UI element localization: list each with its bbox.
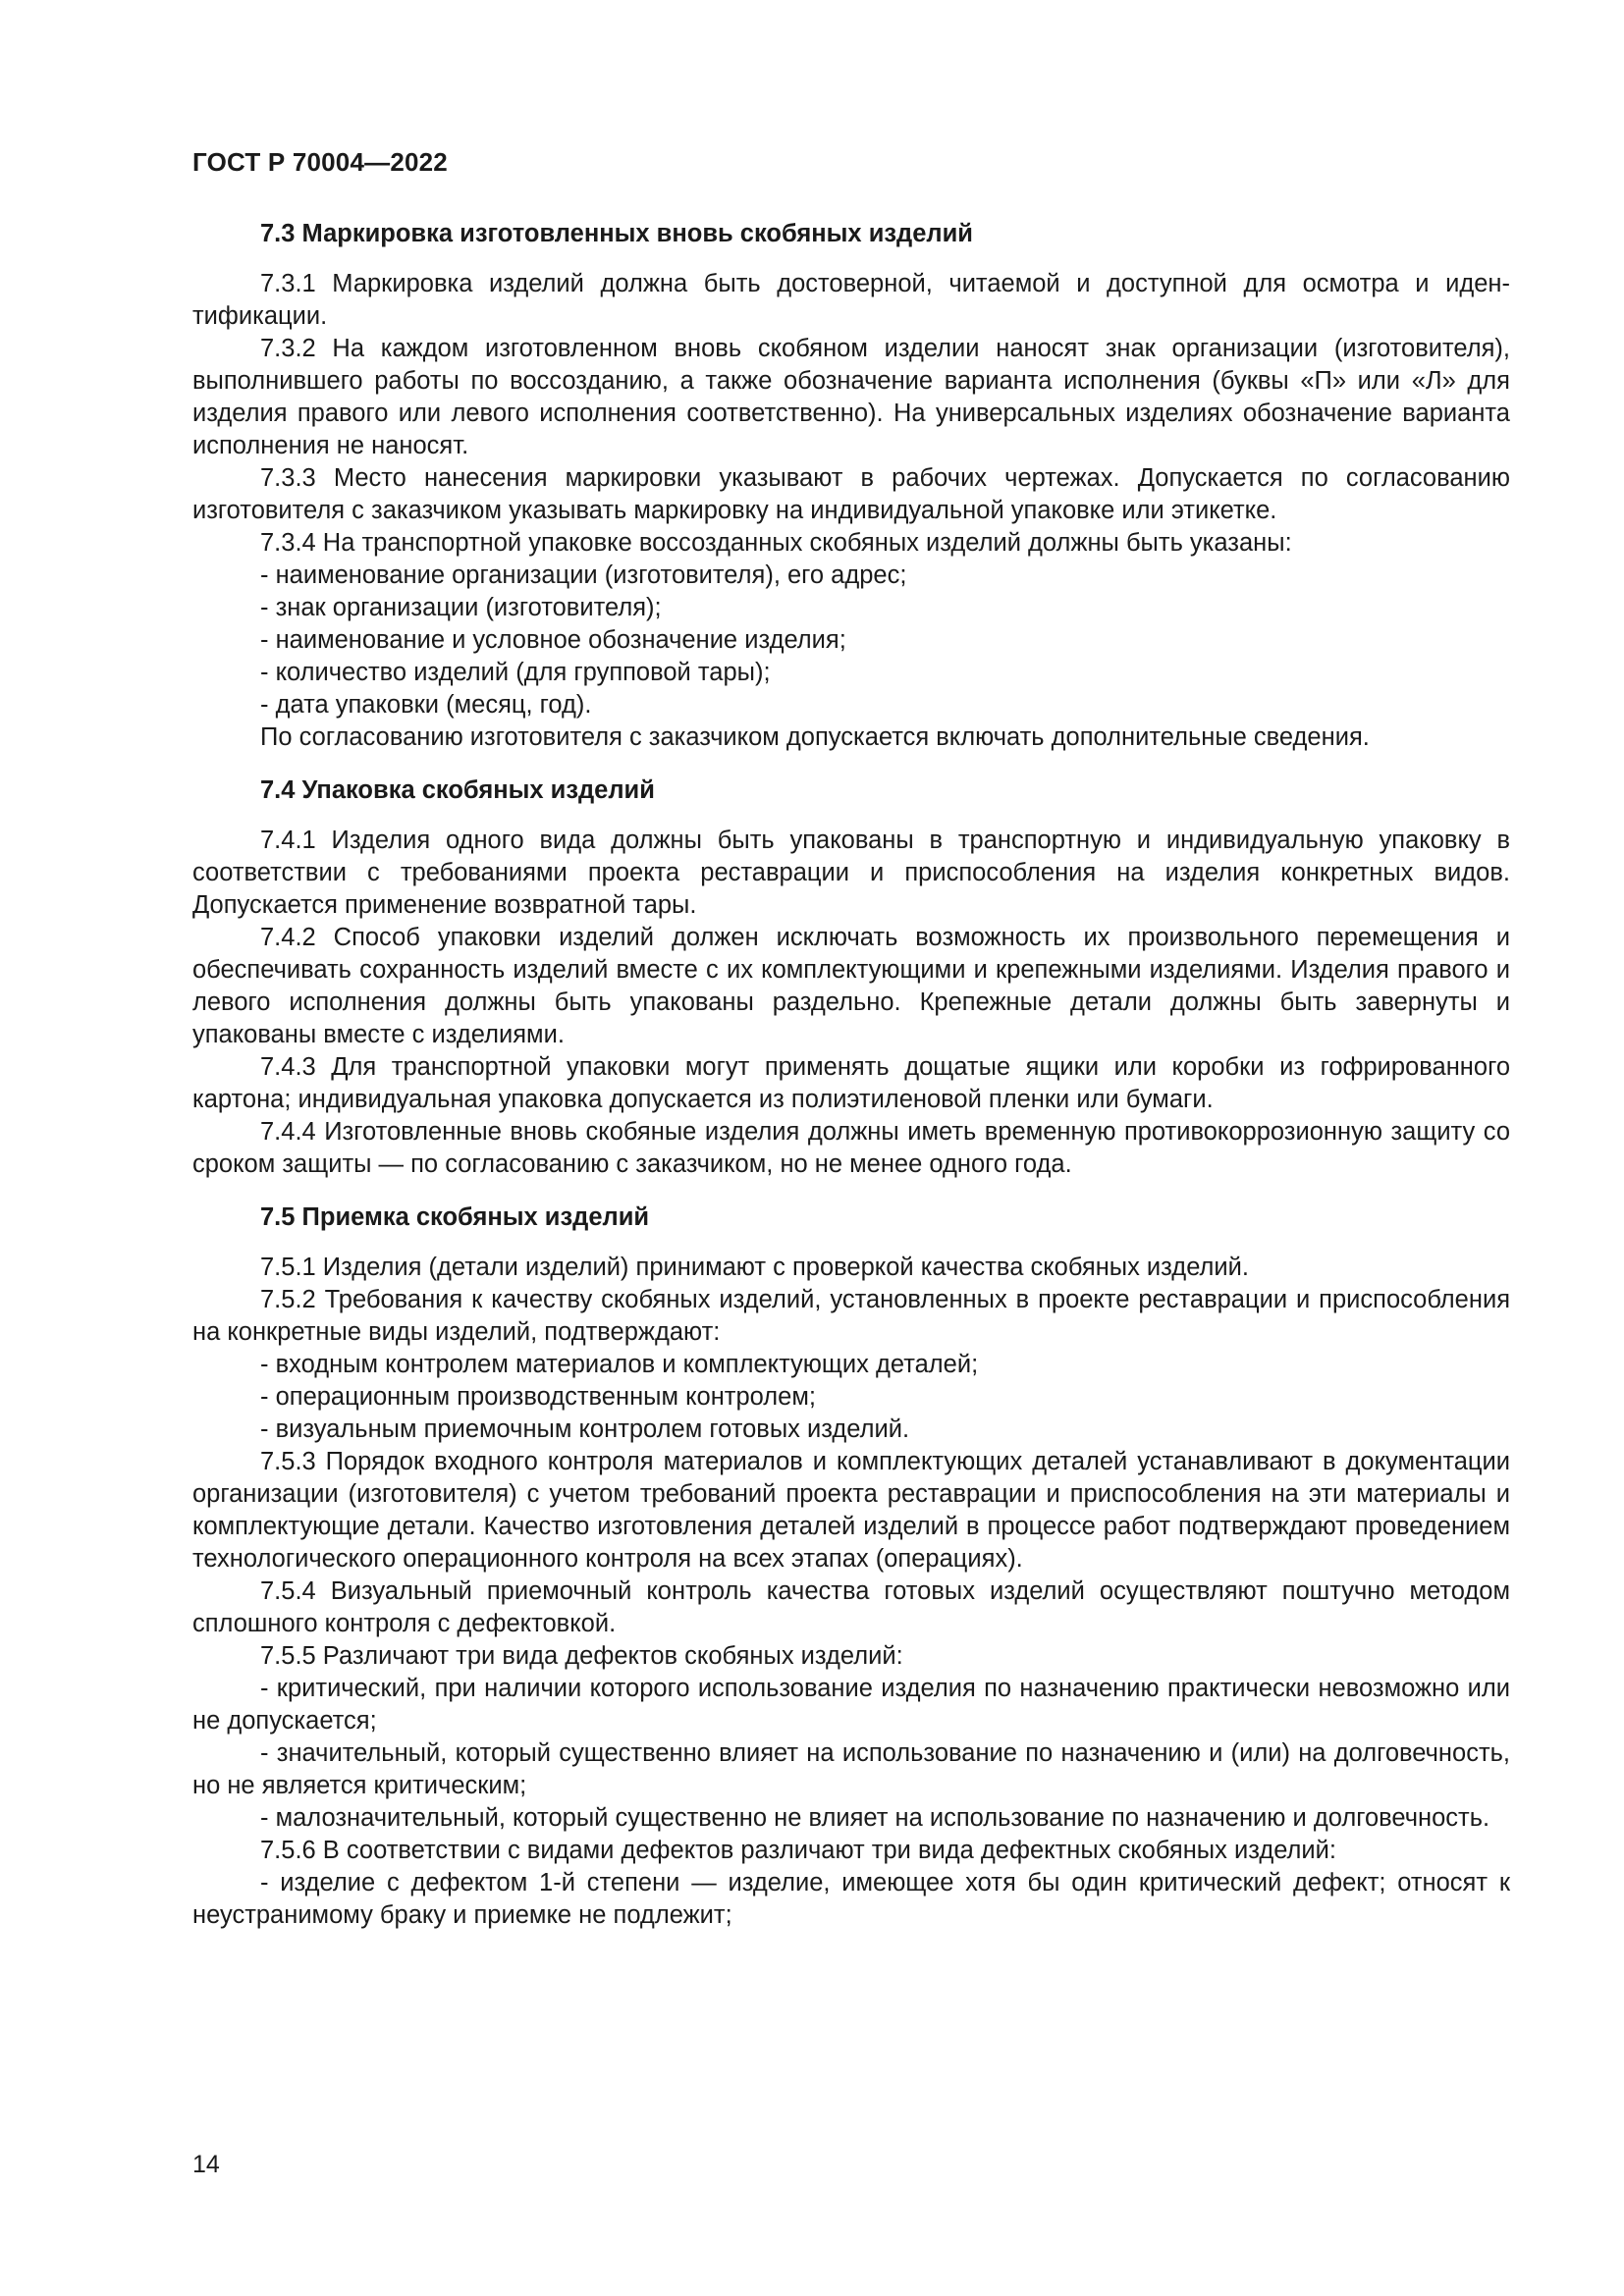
list-item: - операционным производственным контролем; <box>260 1383 816 1411</box>
list-item: - знак организации (изготовителя); <box>260 594 662 621</box>
list-item: - изделие с дефектом 1-й степени — изделие, имеющее хотя бы один критический дефект; относят к неустранимому браку и приемке не подлежит; <box>192 1869 1510 1929</box>
section-7-4 <box>192 774 1510 1181</box>
document-header: ГОСТ Р 70004—2022 <box>192 147 448 177</box>
section-title: 7.5 Приемка скобяных изделий <box>260 1203 650 1231</box>
list-item: - критический, при наличии которого использование изделия по назначению практически невозможно или не допускается; <box>192 1675 1510 1735</box>
list-item: - визуальным приемочным контролем готовых изделий. <box>260 1415 910 1443</box>
section-title: 7.3 Маркировка изготовленных вновь скобяных изделий <box>260 220 973 247</box>
list-item: - дата упаковки (месяц, год). <box>260 691 592 719</box>
paragraph: 7.5.5 Различают три вида дефектов скобяных изделий: <box>260 1642 903 1670</box>
page-number: 14 <box>192 2151 220 2178</box>
paragraph: 7.5.2 Требования к качеству скобяных изделий, установленных в проекте реставрации и приспособления на конкретные виды изделий, подтверждают: <box>192 1286 1510 1346</box>
paragraph: 7.3.1 Маркировка изделий должна быть достоверной, читаемой и доступной для осмотра и идентификации. <box>192 270 1510 330</box>
document-body <box>192 218 1510 1932</box>
paragraph: 7.5.3 Порядок входного контроля материалов и комплектующих деталей устанавливают в документации организации (изготовителя) с учетом требований проекта реставрации и приспособления на эти материалы и комплектующие детали. Качество изготовления деталей изделий в процессе работ подтверждают проведением технологического операционного контроля на всех этапах (операциях). <box>192 1448 1510 1573</box>
list-item: - наименование и условное обозначение изделия; <box>260 626 846 654</box>
list-item: - входным контролем материалов и комплектующих деталей; <box>260 1351 979 1378</box>
list-item: - количество изделий (для групповой тары); <box>260 659 771 686</box>
paragraph: 7.5.1 Изделия (детали изделий) принимают с проверкой качества скобяных изделий. <box>260 1254 1249 1281</box>
paragraph: 7.3.2 На каждом изготовленном вновь скобяном изделии наносят знак организации (изготовителя), выполнившего работы по воссозданию, а также обозначение варианта исполнения (буквы «П» или «Л» для изделия правого или левого исполнения соответственно). На универсальных изделиях обозначение варианта исполнения не наносят. <box>192 335 1510 459</box>
paragraph: 7.5.4 Визуальный приемочный контроль качества готовых изделий осуществляют поштучно методом сплошного контроля с дефектовкой. <box>192 1577 1510 1637</box>
list-item: - малозначительный, который существенно не влияет на использование по назначению и долговечность. <box>260 1804 1490 1832</box>
paragraph: 7.5.6 В соответствии с видами дефектов различают три вида дефектных скобяных изделий: <box>260 1837 1337 1864</box>
paragraph: 7.4.2 Способ упаковки изделий должен исключать возможность их произвольного перемещения и обеспечивать сохранность изделий вместе с их комплектующими и крепежными изделиями. Изделия правого и левого исполнения должны быть упакованы раздельно. Крепежные детали должны быть завернуты и упакованы вместе с изделиями. <box>192 924 1510 1048</box>
paragraph: 7.4.1 Изделия одного вида должны быть упакованы в транспортную и индивидуальную упаковку в соответствии с требованиями проекта реставрации и приспособления на изделия конкретных видов. Допускается применение возвратной тары. <box>192 827 1510 919</box>
paragraph: 7.3.3 Место нанесения маркировки указывают в рабочих чертежах. Допускается по согласованию изготовителя с заказчиком указывать маркировку на индивидуальной упаковке или этикетке. <box>192 464 1510 524</box>
paragraph: 7.4.4 Изготовленные вновь скобяные изделия должны иметь временную противокоррозионную защиту со сроком защиты — по согласованию с заказчиком, но не менее одного года. <box>192 1118 1510 1178</box>
section-7-5 <box>192 1201 1510 1932</box>
list-item: - наименование организации (изготовителя), его адрес; <box>260 561 907 589</box>
paragraph: По согласованию изготовителя с заказчиком допускается включать дополнительные сведения. <box>260 723 1370 751</box>
section-title: 7.4 Упаковка скобяных изделий <box>260 776 655 804</box>
section-7-3 <box>192 218 1510 754</box>
list-item: - значительный, который существенно влияет на использование по назначению и (или) на долговечность, но не является критическим; <box>192 1739 1510 1799</box>
paragraph: 7.3.4 На транспортной упаковке воссозданных скобяных изделий должны быть указаны: <box>260 529 1292 557</box>
paragraph: 7.4.3 Для транспортной упаковки могут применять дощатые ящики или коробки из гофрированного картона; индивидуальная упаковка допускается из полиэтиленовой пленки или бумаги. <box>192 1053 1510 1113</box>
